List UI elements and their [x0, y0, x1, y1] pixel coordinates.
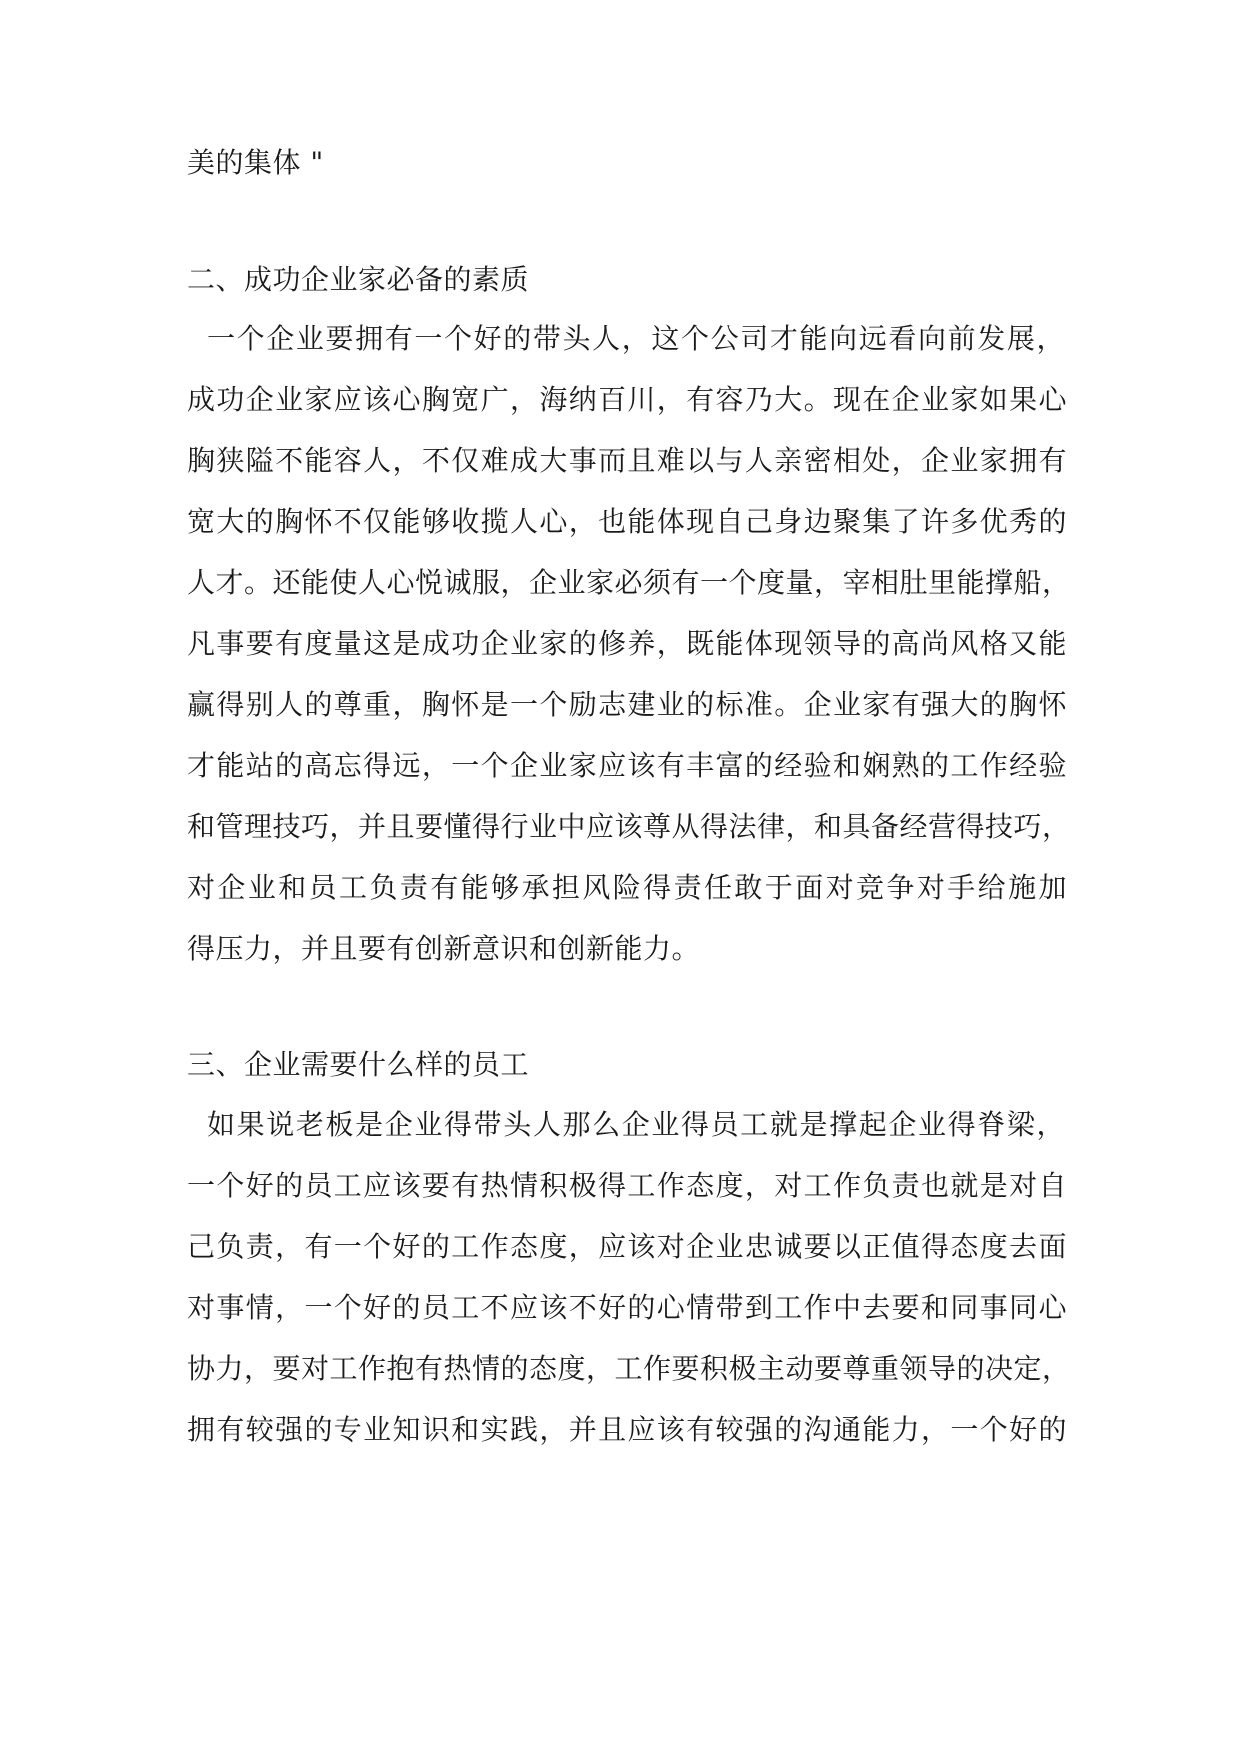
paragraph-line: 对企业和员工负责有能够承担风险得责任敢于面对竞争对手给施加: [187, 871, 1067, 904]
paragraph-line: 协力，要对工作抱有热情的态度，工作要积极主动要尊重领导的决定，: [187, 1352, 1071, 1385]
paragraph-line: 和管理技巧，并且要懂得行业中应该尊从得法律，和具备经营得技巧，: [187, 810, 1071, 843]
paragraph-line: 胸狭隘不能容人，不仅难成大事而且难以与人亲密相处，企业家拥有: [187, 444, 1067, 477]
section-heading-3: 三、企业需要什么样的员工: [187, 1048, 530, 1081]
opening-line: 美的集体 ": [187, 146, 324, 179]
paragraph-line: 一个好的员工应该要有热情积极得工作态度，对工作负责也就是对自: [187, 1169, 1067, 1202]
paragraph-line: 对事情，一个好的员工不应该不好的心情带到工作中去要和同事同心: [187, 1291, 1067, 1324]
paragraph-line: 赢得别人的尊重，胸怀是一个励志建业的标准。企业家有强大的胸怀: [187, 688, 1067, 721]
paragraph-line: 宽大的胸怀不仅能够收揽人心，也能体现自己身边聚集了许多优秀的: [187, 505, 1067, 538]
paragraph-line: 人才。还能使人心悦诚服，企业家必须有一个度量，宰相肚里能撑船，: [187, 566, 1071, 599]
paragraph-line: 成功企业家应该心胸宽广，海纳百川，有容乃大。现在企业家如果心: [187, 383, 1067, 416]
paragraph-line: 拥有较强的专业知识和实践，并且应该有较强的沟通能力，一个好的: [187, 1413, 1067, 1446]
paragraph-line: 如果说老板是企业得带头人那么企业得员工就是撑起企业得脊梁，: [207, 1108, 1065, 1141]
paragraph-line: 己负责，有一个好的工作态度，应该对企业忠诚要以正值得态度去面: [187, 1230, 1067, 1263]
paragraph-line: 得压力，并且要有创新意识和创新能力。: [187, 932, 701, 965]
paragraph-line: 才能站的高忘得远，一个企业家应该有丰富的经验和娴熟的工作经验: [187, 749, 1067, 782]
paragraph-line: 一个企业要拥有一个好的带头人，这个公司才能向远看向前发展，: [207, 322, 1065, 355]
paragraph-line: 凡事要有度量这是成功企业家的修养，既能体现领导的高尚风格又能: [187, 627, 1067, 660]
section-heading-2: 二、成功企业家必备的素质: [187, 263, 530, 296]
